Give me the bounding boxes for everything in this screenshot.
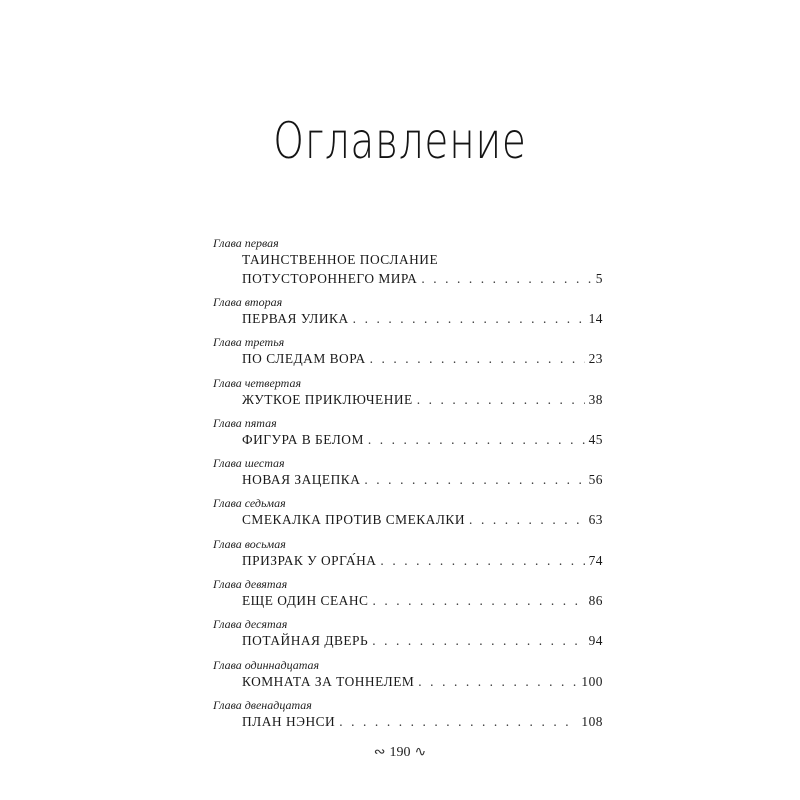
dot-leader bbox=[353, 309, 585, 328]
toc-entry[interactable] bbox=[213, 658, 603, 698]
dot-leader bbox=[368, 430, 585, 449]
toc-entry[interactable] bbox=[213, 456, 603, 496]
dot-leader bbox=[418, 672, 577, 691]
chapter-title: СМЕКАЛКА ПРОТИВ СМЕКАЛКИ bbox=[242, 512, 466, 528]
chapter-label: Глава первая bbox=[213, 236, 279, 250]
folio-page-number: 190 bbox=[389, 745, 411, 760]
page-number: 86 bbox=[588, 593, 603, 609]
chapter-title: ПЛАН НЭНСИ bbox=[242, 713, 336, 729]
page-number: 38 bbox=[588, 391, 603, 407]
chapter-title: НОВАЯ ЗАЦЕПКА bbox=[242, 472, 361, 488]
page-number: 56 bbox=[588, 472, 603, 488]
toc-entry[interactable] bbox=[213, 698, 603, 738]
toc-entry[interactable] bbox=[213, 295, 603, 335]
toc-entry[interactable] bbox=[213, 236, 603, 295]
dot-leader bbox=[370, 349, 585, 368]
chapter-title: ПОТУСТОРОННЕГО МИРА bbox=[242, 271, 418, 286]
ornament-right-icon: ∿ bbox=[414, 745, 427, 760]
chapter-label: Глава пятая bbox=[213, 415, 277, 430]
chapter-label: Глава четвертая bbox=[213, 375, 302, 390]
chapter-label: Глава двенадцатая bbox=[213, 697, 312, 712]
dot-leader bbox=[380, 551, 584, 570]
toc-entry[interactable] bbox=[213, 376, 603, 416]
dot-leader bbox=[417, 390, 585, 409]
table-of-contents bbox=[213, 236, 603, 738]
chapter-title: ЕЩЕ ОДИН СЕАНС bbox=[242, 593, 369, 609]
chapter-label: Глава восьмая bbox=[213, 536, 286, 551]
chapter-title: ЖУТКОЕ ПРИКЛЮЧЕНИЕ bbox=[242, 391, 413, 407]
page-number: 23 bbox=[588, 351, 603, 367]
chapter-title: ПОТАЙНАЯ ДВЕРЬ bbox=[242, 633, 369, 649]
chapter-label: Глава третья bbox=[213, 335, 285, 350]
chapter-label: Глава вторая bbox=[213, 295, 283, 309]
chapter-label: Глава девятая bbox=[213, 577, 288, 592]
chapter-label: Глава седьмая bbox=[213, 496, 286, 511]
chapter-label: Глава десятая bbox=[213, 617, 288, 632]
toc-entry[interactable] bbox=[213, 335, 603, 375]
page-number: 94 bbox=[588, 633, 603, 649]
page-number: 74 bbox=[588, 552, 603, 568]
chapter-title-line1: ТАИНСТВЕННОЕ ПОСЛАНИЕ bbox=[242, 252, 439, 267]
chapter-label: Глава шестая bbox=[213, 456, 285, 471]
chapter-label: Глава одиннадцатая bbox=[213, 657, 320, 672]
page-number: 108 bbox=[581, 713, 603, 729]
page-number: 63 bbox=[588, 512, 603, 528]
page-number: 100 bbox=[581, 673, 603, 689]
page-footer bbox=[0, 744, 800, 761]
chapter-title: КОМНАТА ЗА ТОННЕЛЕМ bbox=[242, 673, 415, 689]
page-number: 5 bbox=[595, 271, 603, 286]
dot-leader bbox=[469, 510, 585, 529]
dot-leader bbox=[339, 712, 577, 731]
toc-entry[interactable] bbox=[213, 537, 603, 577]
toc-entry[interactable] bbox=[213, 617, 603, 657]
ornament-left-icon: ∾ bbox=[373, 745, 386, 760]
toc-entry[interactable] bbox=[213, 416, 603, 456]
page-number: 14 bbox=[588, 311, 603, 326]
page-title: Оглавление bbox=[273, 111, 527, 170]
toc-entry[interactable] bbox=[213, 496, 603, 536]
chapter-title: ФИГУРА В БЕЛОМ bbox=[242, 431, 364, 447]
page-number: 45 bbox=[588, 431, 603, 447]
dot-leader bbox=[372, 631, 584, 650]
chapter-title: ПРИЗРАК У ОРГА́НА bbox=[242, 552, 377, 568]
dot-leader bbox=[364, 470, 584, 489]
chapter-title: ПЕРВАЯ УЛИКА bbox=[242, 311, 349, 326]
chapter-title: ПО СЛЕДАМ ВОРА bbox=[242, 351, 366, 367]
dot-leader bbox=[421, 269, 591, 288]
dot-leader bbox=[372, 591, 584, 610]
toc-entry[interactable] bbox=[213, 577, 603, 617]
